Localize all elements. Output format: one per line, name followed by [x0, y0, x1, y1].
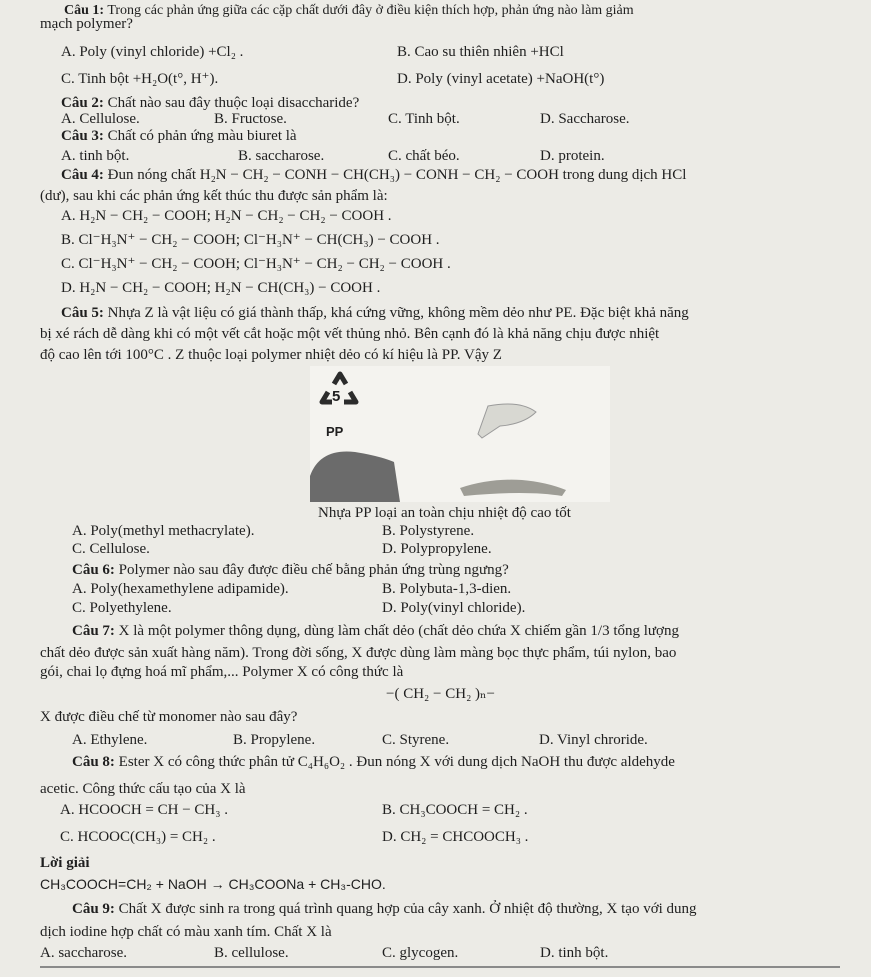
q7-option-c[interactable]: C. Styrene.: [382, 732, 450, 748]
q5-line1: [61, 304, 689, 322]
q4-option-d[interactable]: D. H₂N − CH₂ − COOH; H₂N − CH(CH₃) − COOH .: [61, 280, 381, 296]
q5-option-c[interactable]: C. Cellulose.: [72, 541, 150, 557]
q3-option-a[interactable]: A. tinh bột.: [61, 148, 130, 164]
q7-formula: −( CH₂ − CH₂ )ₙ−: [386, 686, 495, 702]
q1-title: Câu 1:: [64, 3, 105, 18]
pp-photo: [310, 366, 610, 502]
q4-option-a[interactable]: A. H₂N − CH₂ − COOH; H₂N − CH₂ − CH₂ − COOH .: [61, 208, 392, 224]
q6-option-d[interactable]: D. Poly(vinyl chloride).: [382, 600, 526, 616]
q3-stem: Chất có phản ứng màu biuret là: [107, 128, 297, 144]
q2-option-d[interactable]: D. Saccharose.: [540, 111, 630, 127]
q5-option-b[interactable]: B. Polystyrene.: [382, 523, 475, 539]
q8-line1: [72, 753, 675, 771]
q8-option-b[interactable]: B. CH₃COOCH = CH₂ .: [382, 802, 528, 818]
q7-line1: [72, 622, 679, 640]
q6-option-c[interactable]: C. Polyethylene.: [72, 600, 172, 616]
q3-option-d[interactable]: D. protein.: [540, 148, 605, 164]
q6-stem: Polymer nào sau đây được điều chế bằng phản ứng trùng ngưng?: [118, 562, 509, 578]
q7-title: Câu 7:: [72, 623, 115, 639]
q6-option-b[interactable]: B. Polybuta-1,3-dien.: [382, 581, 512, 597]
q1-stem-1: Trong các phản ứng giữa các cặp chất dưới đây ở điều kiện thích hợp, phản ứng nào làm giảm: [107, 3, 634, 18]
q1-line1: [64, 2, 634, 20]
q1-option-d[interactable]: D. Poly (vinyl acetate) +NaOH(t°): [397, 71, 605, 87]
recycle-code: PP: [326, 424, 344, 439]
q2-option-c[interactable]: C. Tinh bột.: [388, 111, 460, 127]
q5-option-d[interactable]: D. Polypropylene.: [382, 541, 492, 557]
bottom-divider: [40, 966, 840, 968]
q9-option-c[interactable]: C. glycogen.: [382, 945, 459, 961]
q5-stem-1: Nhựa Z là vật liệu có giá thành thấp, khá cứng vững, không mềm dẻo như PE. Đặc biệt khả năng: [107, 305, 689, 321]
q1-option-b[interactable]: B. Cao su thiên nhiên +HCl: [397, 44, 564, 60]
q2-stem: Chất nào sau đây thuộc loại disaccharide?: [107, 95, 360, 111]
q6-title: Câu 6:: [72, 562, 115, 578]
q9-option-d[interactable]: D. tinh bột.: [540, 945, 609, 961]
q5-image-caption: Nhựa PP loại an toàn chịu nhiệt độ cao tốt: [318, 505, 571, 521]
q7-option-b[interactable]: B. Propylene.: [233, 732, 316, 748]
q8-solution: CH₃COOCH=CH₂ + NaOH → CH₃COONa + CH₃-CHO.: [40, 876, 386, 892]
lid-shape: [460, 480, 566, 496]
q9-stem-2: dịch iodine hợp chất có màu xanh tím. Chất X là: [40, 924, 332, 940]
q7-stem-3: gói, chai lọ đựng hoá mĩ phẩm,... Polymer X có công thức là: [40, 664, 404, 680]
q1-option-a[interactable]: A. Poly (vinyl chloride) +Cl₂ .: [61, 44, 244, 60]
q6-option-a[interactable]: A. Poly(hexamethylene adipamide).: [72, 581, 289, 597]
pp-photo-graphic: [310, 366, 610, 502]
q3-option-c[interactable]: C. chất béo.: [388, 148, 460, 164]
q9-title: Câu 9:: [72, 901, 115, 917]
q7-stem-1: X là một polymer thông dụng, dùng làm chất dẻo (chất dẻo chứa X chiếm gần 1/3 tổng lượng: [118, 623, 679, 639]
q4-line1: [61, 166, 686, 184]
q7-stem-4: X được điều chế từ monomer nào sau đây?: [40, 709, 298, 725]
q2-option-b[interactable]: B. Fructose.: [214, 111, 287, 127]
q7-option-d[interactable]: D. Vinyl chroride.: [539, 732, 648, 748]
q4-option-c[interactable]: C. Cl⁻H₃N⁺ − CH₂ − COOH; Cl⁻H₃N⁺ − CH₂ − CH₂ − COOH .: [61, 256, 451, 272]
q8-option-a[interactable]: A. HCOOCH = CH − CH₃ .: [60, 802, 228, 818]
q1-stem-2: mạch polymer?: [40, 16, 133, 32]
q4-title: Câu 4:: [61, 167, 104, 183]
q5-stem-3: độ cao lên tới 100°C . Z thuộc loại polymer nhiệt dẻo có kí hiệu là PP. Vậy Z: [40, 347, 502, 363]
q8-option-c[interactable]: C. HCOOC(CH₃) = CH₂ .: [60, 829, 216, 845]
q8-title: Câu 8:: [72, 754, 115, 770]
q8-option-d[interactable]: D. CH₂ = CHCOOCH₃ .: [382, 829, 529, 845]
container-shape: [310, 452, 400, 503]
q3-option-b[interactable]: B. saccharose.: [238, 148, 325, 164]
spoon-shape: [478, 404, 536, 438]
q9-stem-1: Chất X được sinh ra trong quá trình quang hợp của cây xanh. Ở nhiệt độ thường, X tạo với dung: [118, 901, 697, 917]
recycle-number: 5: [332, 388, 341, 405]
q4-stem-2: (dư), sau khi các phản ứng kết thúc thu được sản phẩm là:: [40, 188, 388, 204]
q1-option-c[interactable]: C. Tinh bột +H₂O(t°, H⁺).: [61, 71, 219, 87]
q4-stem-1: Đun nóng chất H₂N − CH₂ − CONH − CH(CH₃) − CONH − CH₂ − COOH trong dung dịch HCl: [107, 167, 687, 183]
q8-solution-title: Lời giải: [40, 855, 90, 871]
q9-option-a[interactable]: A. saccharose.: [40, 945, 128, 961]
q6-line: [72, 561, 509, 579]
q5-title: Câu 5:: [61, 305, 104, 321]
q3-title: Câu 3:: [61, 128, 104, 144]
q7-stem-2: chất dẻo được sản xuất hàng năm). Trong đời sống, X được dùng làm màng bọc thực phẩm, túi nylon, bao: [40, 645, 677, 661]
q2-option-a[interactable]: A. Cellulose.: [61, 111, 140, 127]
q8-stem-2: acetic. Công thức cấu tạo của X là: [40, 781, 246, 797]
q3-line: [61, 127, 297, 145]
q8-stem-1: Ester X có công thức phân tử C₄H₆O₂ . Đun nóng X với dung dịch NaOH thu được aldehyde: [118, 754, 675, 770]
q9-line1: [72, 900, 697, 918]
q4-option-b[interactable]: B. Cl⁻H₃N⁺ − CH₂ − COOH; Cl⁻H₃N⁺ − CH(CH₃) − COOH .: [61, 232, 440, 248]
q5-stem-2: bị xé rách dễ dàng khi có một vết cắt hoặc một vết thủng nhỏ. Bên cạnh đó là khả năng chịu được nhiệt: [40, 326, 660, 342]
q5-option-a[interactable]: A. Poly(methyl methacrylate).: [72, 523, 255, 539]
q2-title: Câu 2:: [61, 95, 104, 111]
q7-option-a[interactable]: A. Ethylene.: [72, 732, 148, 748]
q9-option-b[interactable]: B. cellulose.: [214, 945, 289, 961]
